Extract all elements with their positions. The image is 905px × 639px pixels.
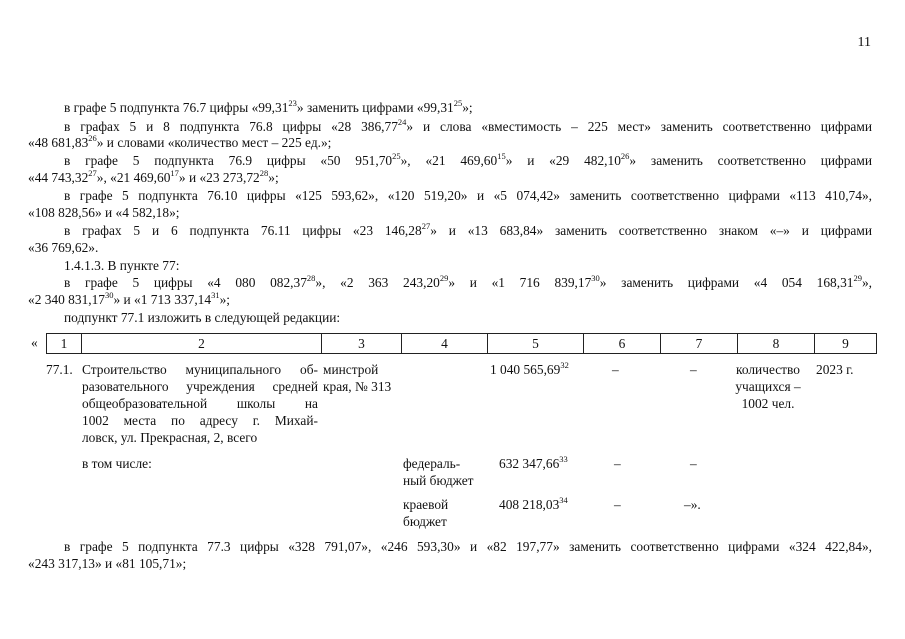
table-header-row — [46, 333, 877, 354]
col8-line-2: учащихся – — [735, 379, 801, 394]
regional-budget-label — [403, 496, 448, 530]
customer-line-2: края, № 313 — [323, 379, 392, 394]
regional-amount: 408 218,03$^{34}$ — [499, 495, 568, 512]
paragraph-76-8-cont: «48 681,83$^{26}$» и словами «количество мест – 225 ед.»; — [28, 133, 332, 150]
header-col-2: 2 — [82, 334, 322, 354]
paragraph-76-10: в графе 5 подпункта 76.10 цифры «125 593,62», «120 519,20» и «5 074,42» заменить соответственно цифрами «113 410,74», — [64, 188, 872, 203]
paragraph-76-8: в графах 5 и 8 подпункта 76.8 цифры «28 386,77$^{24}$» и слова «вместимость – 225 мест» заменить соответственно цифрами — [64, 117, 873, 134]
header-col-1: 1 — [47, 334, 82, 354]
paragraph-76-7: в графе 5 подпункта 76.7 цифры «99,31$^{23}$» заменить цифрами «99,31$^{25}$»; — [64, 98, 473, 115]
row-description — [82, 361, 318, 446]
col8-line-1: количество — [736, 362, 800, 377]
including-label: в том числе: — [82, 456, 152, 471]
row-col9: 2023 г. — [816, 362, 854, 377]
desc-line-1: Строительство муниципального об- — [82, 362, 318, 377]
fed-line-1: федераль- — [403, 456, 461, 471]
header-col-4: 4 — [402, 334, 488, 354]
paragraph-76-11: в графах 5 и 6 подпункта 76.11 цифры «23 146,28$^{27}$» и «13 683,84» заменить соответственно знаком «–» и цифрами — [64, 221, 872, 238]
fed-line-2: ный бюджет — [403, 473, 474, 488]
header-col-3: 3 — [322, 334, 402, 354]
row-col8 — [727, 361, 809, 412]
federal-col6: – — [614, 456, 621, 471]
table-open-quote: « — [31, 335, 38, 350]
paragraph-77-cont: «2 340 831,17$^{30}$» и «1 713 337,14$^{31}$»; — [28, 290, 230, 307]
paragraph-76-10-cont: «108 828,56» и «4 582,18»; — [28, 205, 180, 220]
paragraph-76-9-cont: «44 743,32$^{27}$», «21 469,60$^{17}$» и «23 273,72$^{28}$»; — [28, 168, 279, 185]
desc-line-2: разовательного учреждения средней — [82, 379, 318, 394]
federal-amount: 632 347,66$^{33}$ — [499, 454, 568, 471]
col8-line-3: 1002 чел. — [741, 396, 795, 411]
paragraph-76-9: в графе 5 подпункта 76.9 цифры «50 951,70$^{25}$», «21 469,60$^{15}$» и «29 482,10$^{26}$» заменить соответственно цифрами — [64, 151, 872, 168]
paragraph-77-1-intro: подпункт 77.1 изложить в следующей редакции: — [64, 310, 341, 325]
federal-col7: – — [690, 456, 697, 471]
reg-line-1: краевой — [403, 497, 449, 512]
paragraph-76-11-cont: «36 769,62». — [28, 240, 99, 255]
regional-col7: –». — [684, 497, 701, 512]
federal-budget-label — [403, 455, 474, 489]
header-col-7: 7 — [661, 334, 738, 354]
row-col6: – — [612, 362, 619, 377]
customer-line-1: минстрой — [323, 362, 379, 377]
row-total-amount: 1 040 565,69$^{32}$ — [490, 360, 569, 377]
paragraph-77-3: в графе 5 подпункта 77.3 цифры «328 791,07», «246 593,30» и «82 197,77» заменить соответственно цифрами «324 422,84», — [64, 539, 872, 554]
header-col-6: 6 — [584, 334, 661, 354]
reg-line-2: бюджет — [403, 514, 447, 529]
regional-col6: – — [614, 497, 621, 512]
header-col-5: 5 — [488, 334, 584, 354]
paragraph-77-3-cont: «243 317,13» и «81 105,71»; — [28, 556, 187, 571]
paragraph-77: в графе 5 цифры «4 080 082,37$^{28}$», «2 363 243,20$^{29}$» и «1 716 839,17$^{30}$» заменить цифрами «4 054 168,31$^{29}$», — [64, 273, 873, 290]
row-number: 77.1. — [46, 362, 73, 377]
row-col7: – — [690, 362, 697, 377]
desc-line-3: общеобразовательной школы на — [82, 396, 318, 411]
clause-heading: 1.4.1.3. В пункте 77: — [64, 258, 180, 273]
row-customer — [323, 361, 391, 395]
desc-line-4: 1002 места по адресу г. Михай- — [82, 413, 318, 428]
page-number: 11 — [857, 35, 871, 50]
header-col-9: 9 — [815, 334, 877, 354]
desc-line-5: ловск, ул. Прекрасная, 2, всего — [82, 430, 258, 445]
header-col-8: 8 — [738, 334, 815, 354]
